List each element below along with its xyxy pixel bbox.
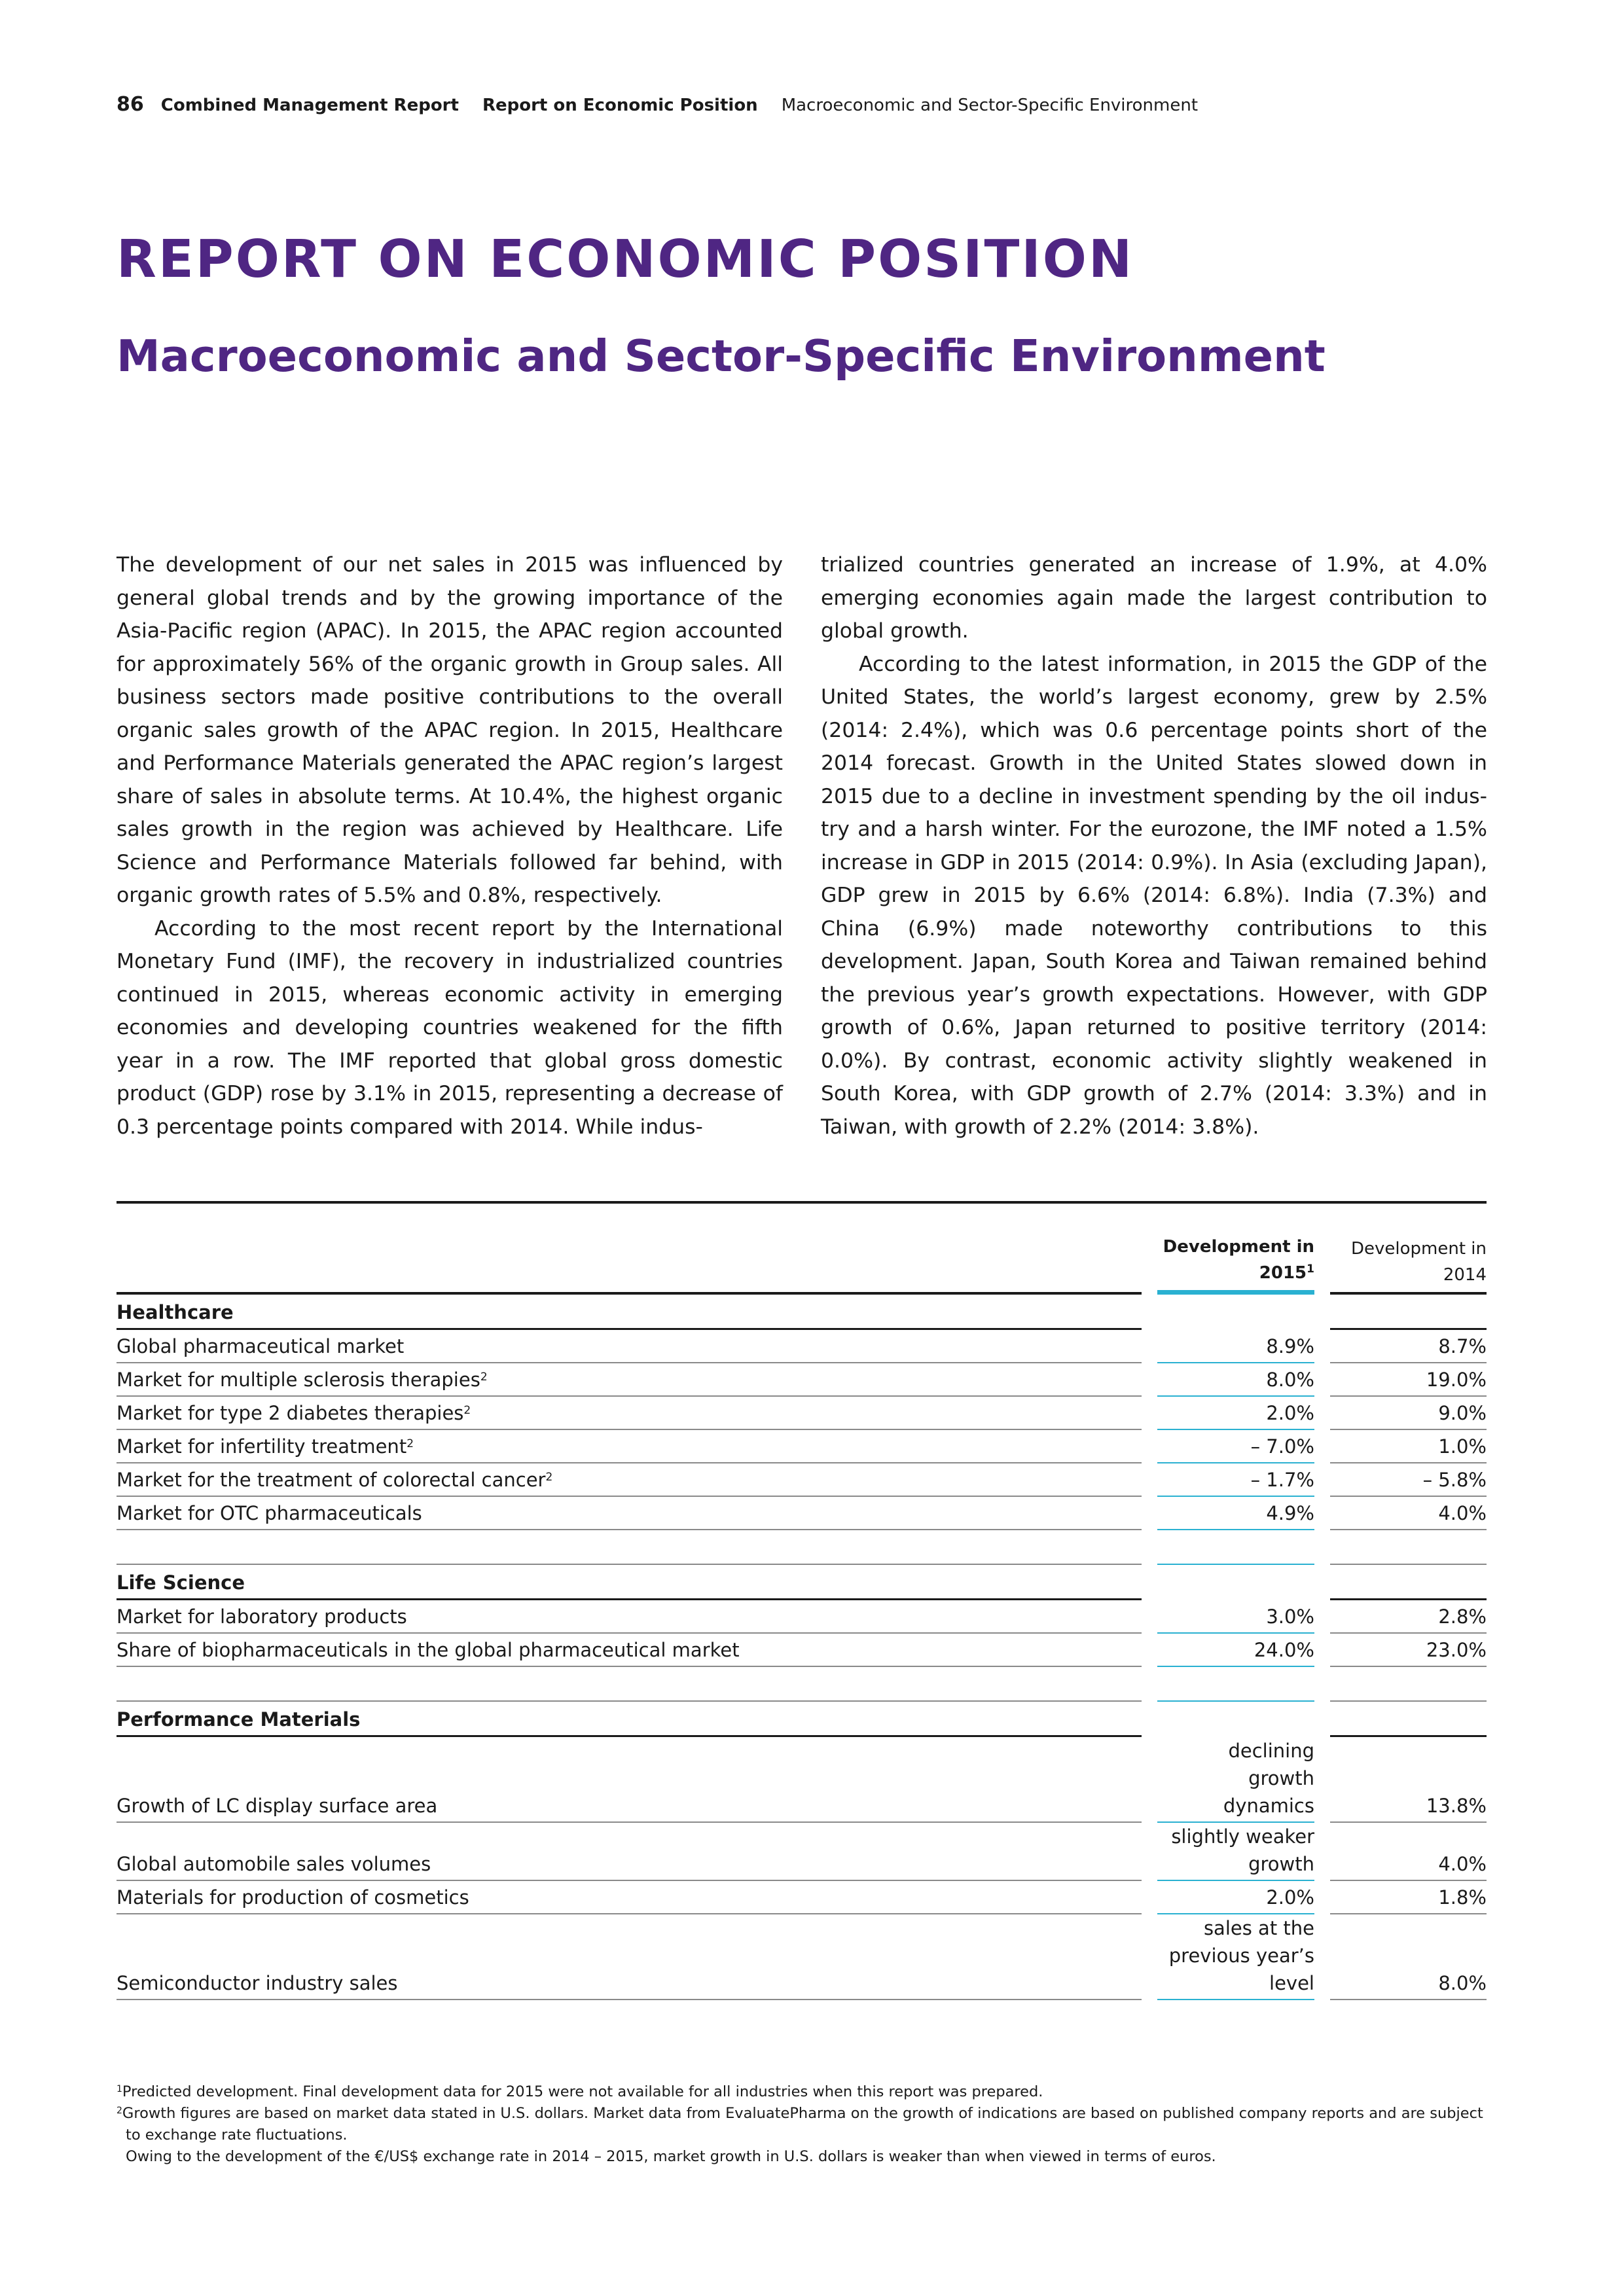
paragraph: The development of our net sales in 2015 was influenced by general global trends and by the growing importance of the Asia-Pacific region (APAC). In 2015, the APAC region accounted for approximately 56% of the organic growth in Group sales. All business sectors made positive contributions to the overall organic sales growth of the APAC region. In 2015, Healthcare and Performance Materials generated the APAC region’s largest share of sales in absolute terms. At 10.4%, the highest organic sales growth in the region was achieved by Healthcare. Life Science and Performance Materials followed far behind, with organic growth rates of 5.5% and 0.8%, respectively.	[117, 553, 783, 907]
paragraph: According to the latest information, in 2015 the GDP of the United States, the world’s largest economy, grew by 2.5% (2014: 2.4%), which was 0.6 percentage points short of the 2014 forecast. Growth in the United States slowed down in 2015 due to a decline in investment spending by the oil industry and a harsh winter. For the eurozone, the IMF noted a 1.5% increase in GDP in 2015 (2014: 0.9%). In Asia (excluding Japan), GDP grew in 2015 by 6.6% (2014: 6.8%). India (7.3%) and China (6.9%) made noteworthy contributions to this development. Japan, South Korea and Taiwan remained behind the previous year’s growth expectations. However, with GDP growth of 0.6%, Japan returned to positive territory (2014: 0.0%). By contrast, economic activity slightly weakened in South Korea, with GDP growth of 2.7% (2014: 3.3%) and in Taiwan, with growth of 2.2% (2014: 3.8%).	[821, 652, 1487, 1139]
table-row: Market for multiple sclerosis therapies$^2$ 8.0% 19.0%	[117, 1363, 1487, 1397]
table-row: Market for the treatment of colorectal cancer$^2$ – 1.7% – 5.8%	[117, 1463, 1487, 1497]
paragraph: According to the most recent report by the International Monetary Fund (IMF), the recovery in industrialized countries continued in 2015, whereas economic activity in emerging economies and developing countries weakened for the fifth year in a row. The IMF reported that global gross domestic product (GDP) rose by 3.1% in 2015, representing a decrease of 0.3 percentage points compared with 2014. While indus-	[117, 916, 783, 1139]
page-title: REPORT ON ECONOMIC POSITION	[117, 229, 1134, 289]
paragraph: trialized countries generated an increase of 1.9%, at 4.0% emerging economies again made the largest contribution to global growth.	[821, 553, 1487, 643]
table-row: Growth of LC display surface area declining growth dynamics 13.8%	[117, 1737, 1487, 1823]
running-header	[117, 93, 1491, 116]
table-row: Semiconductor industry sales sales at the previous year’s level 8.0%	[117, 1914, 1487, 2000]
breadcrumb-report: Combined Management Report	[160, 96, 459, 115]
spacer-row	[117, 1530, 1487, 1565]
footnote-1: $^1$Predicted development. Final development data for 2015 were not available for all industries when this report was prepared.	[117, 2083, 1043, 2100]
section-row-life-science: Life Science	[117, 1565, 1487, 1600]
table-row: Market for OTC pharmaceuticals 4.9% 4.0%	[117, 1497, 1487, 1530]
column-header-2014: Development in 2014	[1330, 1204, 1487, 1295]
footnote-2-continued: Owing to the development of the €/US$ exchange rate in 2014 – 2015, market growth in U.S. dollars is weaker than when viewed in terms of euros.	[126, 2148, 1216, 2165]
footnotes	[117, 2081, 1487, 2168]
table-row: Global automobile sales volumes slightly weaker growth 4.0%	[117, 1823, 1487, 1881]
table-row: Materials for production of cosmetics 2.0% 1.8%	[117, 1881, 1487, 1914]
section-row-healthcare: Healthcare	[117, 1295, 1487, 1330]
table-header-row	[117, 1204, 1487, 1295]
table-row: Market for type 2 diabetes therapies$^2$ 2.0% 9.0%	[117, 1397, 1487, 1430]
table-row: Global pharmaceutical market 8.9% 8.7%	[117, 1330, 1487, 1363]
breadcrumb-section: Report on Economic Position	[482, 96, 758, 115]
table-row: Share of biopharmaceuticals in the global pharmaceutical market 24.0% 23.0%	[117, 1634, 1487, 1667]
body-column-right	[821, 548, 1487, 1143]
body-column-left	[117, 548, 783, 1143]
footnote-2: $^2$Growth figures are based on market data stated in U.S. dollars. Market data from EvaluatePharma on the growth of indications are based on published company reports and are subject to exchange rate fluctuations.	[117, 2105, 1483, 2144]
table-row: Market for laboratory products 3.0% 2.8%	[117, 1600, 1487, 1634]
column-header-2015: Development in 2015$^1$	[1157, 1204, 1314, 1295]
market-development-table	[117, 1201, 1487, 2000]
page-number: 86	[117, 93, 144, 116]
breadcrumb-subsection: Macroeconomic and Sector-Specific Environment	[781, 96, 1199, 115]
table-row: Market for infertility treatment$^2$ – 7.0% 1.0%	[117, 1430, 1487, 1463]
spacer-row	[117, 1667, 1487, 1702]
page-subtitle: Macroeconomic and Sector-Specific Environment	[117, 331, 1326, 382]
section-row-performance-materials: Performance Materials	[117, 1702, 1487, 1737]
